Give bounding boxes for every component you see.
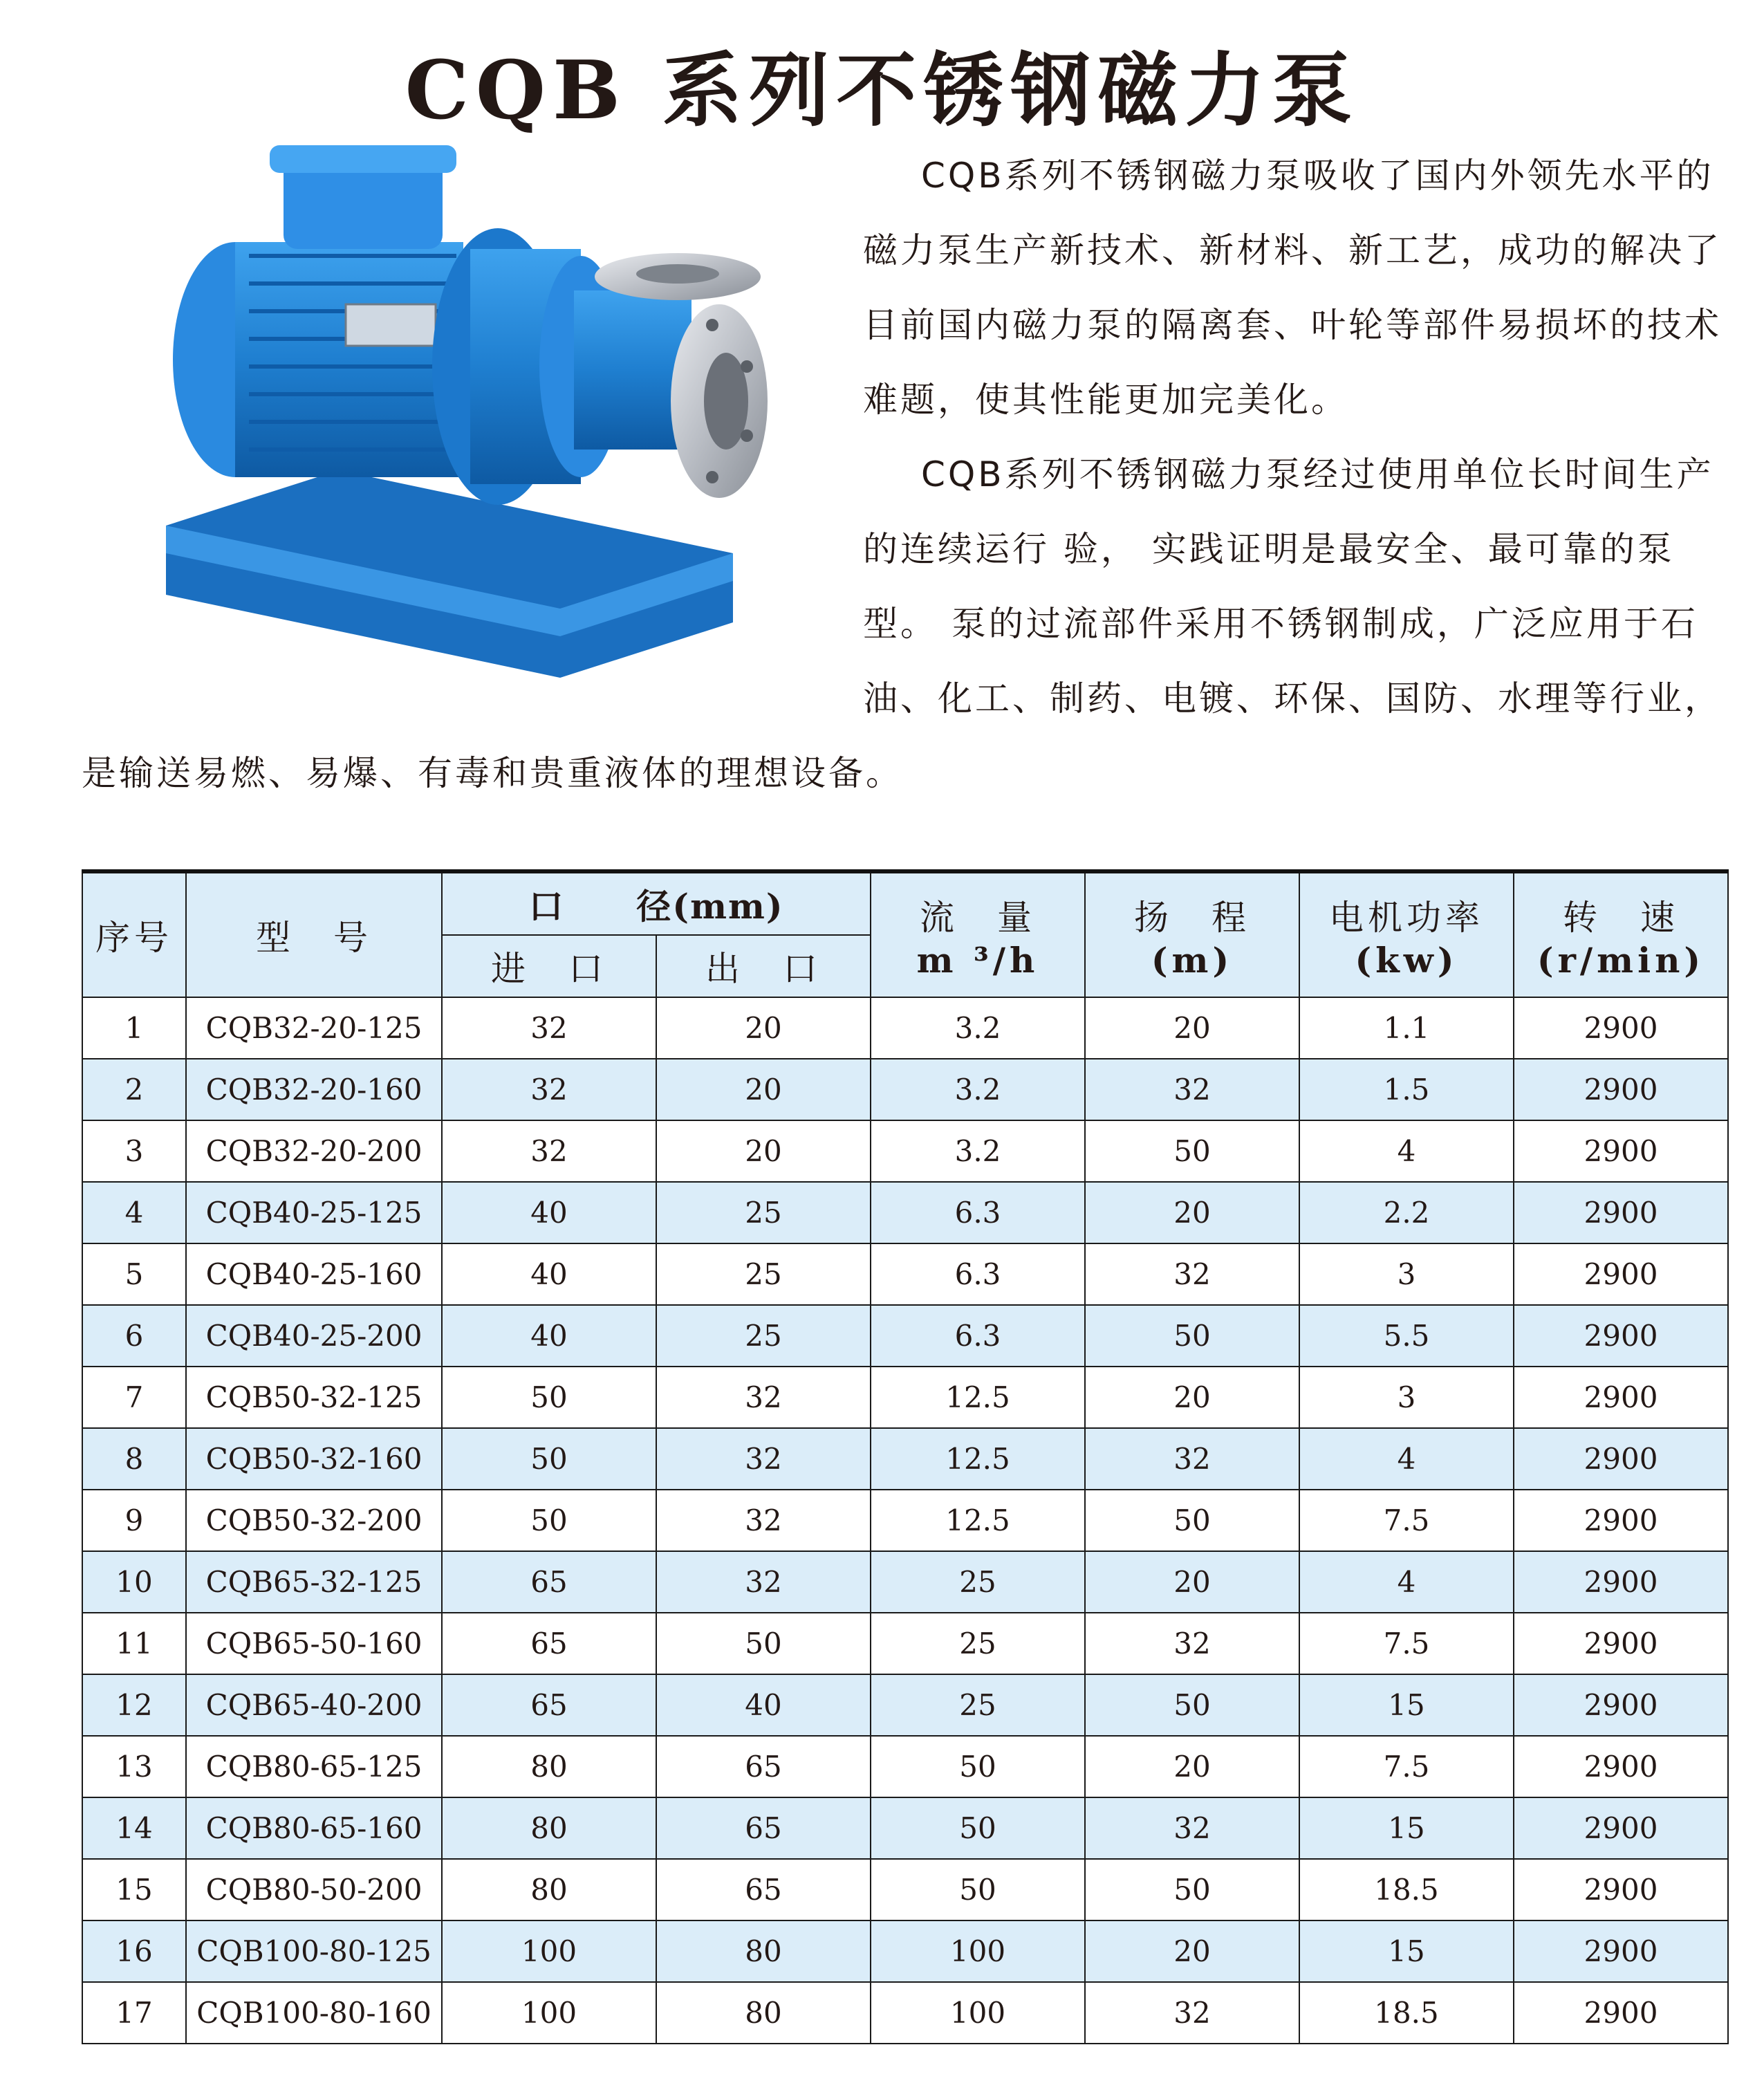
cell-flow: 50: [871, 1859, 1085, 1920]
cell-outlet: 65: [656, 1736, 871, 1797]
cell-power: 5.5: [1299, 1305, 1514, 1367]
cell-no: 12: [82, 1674, 186, 1736]
cell-no: 11: [82, 1613, 186, 1674]
cell-power: 4: [1299, 1428, 1514, 1490]
cell-flow: 25: [871, 1613, 1085, 1674]
cell-head: 20: [1085, 1920, 1299, 1982]
cell-flow: 25: [871, 1674, 1085, 1736]
header-flow-name: 流 量: [920, 897, 1036, 938]
table-row: [82, 1982, 1728, 2044]
cell-flow: 50: [871, 1797, 1085, 1859]
cell-no: 1: [82, 997, 186, 1059]
cell-model: CQB40-25-125: [186, 1182, 442, 1243]
intro-paragraph-2-text: CQB系列不锈钢磁力泵经过使用单位长时间生产的连续运行 验， 实践证明是最安全、最可靠的泵型。 泵的过流部件采用不锈钢制成，广泛应用于石油、化工、制药、电镀、环保、国防、水理等行业，是输送易燃、易爆、有毒和贵重液体的理想设备。: [82, 454, 1722, 793]
table-row: [82, 1551, 1728, 1613]
cell-no: 3: [82, 1120, 186, 1182]
cell-model: CQB100-80-125: [186, 1920, 442, 1982]
cell-head: 32: [1085, 1797, 1299, 1859]
cell-power: 1.1: [1299, 997, 1514, 1059]
table-row: [82, 997, 1728, 1059]
cell-speed: 2900: [1514, 1120, 1728, 1182]
cell-no: 8: [82, 1428, 186, 1490]
cell-inlet: 32: [442, 1059, 656, 1120]
cell-outlet: 65: [656, 1797, 871, 1859]
header-power-unit: (kw): [1355, 939, 1458, 981]
cell-power: 4: [1299, 1120, 1514, 1182]
cell-power: 7.5: [1299, 1736, 1514, 1797]
cell-speed: 2900: [1514, 1797, 1728, 1859]
cell-inlet: 50: [442, 1490, 656, 1551]
header-inlet: 进 口: [442, 935, 656, 997]
cell-power: 7.5: [1299, 1490, 1514, 1551]
cell-head: 32: [1085, 1059, 1299, 1120]
cell-no: 5: [82, 1243, 186, 1305]
cell-model: CQB32-20-160: [186, 1059, 442, 1120]
header-model: 型 号: [186, 871, 442, 997]
cell-inlet: 50: [442, 1428, 656, 1490]
cell-speed: 2900: [1514, 1182, 1728, 1243]
cell-model: CQB80-65-125: [186, 1736, 442, 1797]
cell-outlet: 32: [656, 1428, 871, 1490]
cell-inlet: 40: [442, 1243, 656, 1305]
cell-outlet: 25: [656, 1305, 871, 1367]
cell-no: 14: [82, 1797, 186, 1859]
cell-head: 50: [1085, 1674, 1299, 1736]
cell-model: CQB40-25-200: [186, 1305, 442, 1367]
cell-speed: 2900: [1514, 1859, 1728, 1920]
cell-flow: 3.2: [871, 1059, 1085, 1120]
cell-inlet: 80: [442, 1736, 656, 1797]
table-row: [82, 1920, 1728, 1982]
cell-model: CQB50-32-160: [186, 1428, 442, 1490]
cell-head: 50: [1085, 1859, 1299, 1920]
cell-head: 20: [1085, 1182, 1299, 1243]
intro-paragraph-1-text: CQB系列不锈钢磁力泵吸收了国内外领先水平的磁力泵生产新技术、新材料、新工艺，成功的解决了目前国内磁力泵的隔离套、叶轮等部件易损坏的技术难题，使其性能更加完美化。: [863, 156, 1722, 420]
cell-model: CQB80-65-160: [186, 1797, 442, 1859]
cell-model: CQB32-20-200: [186, 1120, 442, 1182]
cell-flow: 6.3: [871, 1243, 1085, 1305]
cell-flow: 6.3: [871, 1182, 1085, 1243]
cell-speed: 2900: [1514, 1243, 1728, 1305]
cell-head: 32: [1085, 1428, 1299, 1490]
cell-speed: 2900: [1514, 997, 1728, 1059]
cell-no: 16: [82, 1920, 186, 1982]
cell-inlet: 100: [442, 1920, 656, 1982]
cell-speed: 2900: [1514, 1736, 1728, 1797]
cell-flow: 6.3: [871, 1305, 1085, 1367]
cell-model: CQB65-40-200: [186, 1674, 442, 1736]
page-title: CQB 系列不锈钢磁力泵: [405, 44, 1359, 138]
cell-no: 17: [82, 1982, 186, 2044]
cell-power: 2.2: [1299, 1182, 1514, 1243]
cell-inlet: 32: [442, 997, 656, 1059]
cell-head: 32: [1085, 1243, 1299, 1305]
cell-outlet: 20: [656, 1059, 871, 1120]
cell-no: 2: [82, 1059, 186, 1120]
cell-outlet: 50: [656, 1613, 871, 1674]
cell-inlet: 65: [442, 1674, 656, 1736]
cell-outlet: 40: [656, 1674, 871, 1736]
cell-power: 18.5: [1299, 1982, 1514, 2044]
table-row: [82, 1736, 1728, 1797]
cell-flow: 25: [871, 1551, 1085, 1613]
cell-head: 50: [1085, 1305, 1299, 1367]
cell-outlet: 80: [656, 1920, 871, 1982]
cell-model: CQB50-32-200: [186, 1490, 442, 1551]
cell-speed: 2900: [1514, 1305, 1728, 1367]
table-row: [82, 1859, 1728, 1920]
cell-inlet: 65: [442, 1551, 656, 1613]
header-speed: [1514, 871, 1728, 997]
cell-model: CQB80-50-200: [186, 1859, 442, 1920]
cell-inlet: 80: [442, 1859, 656, 1920]
cell-outlet: 65: [656, 1859, 871, 1920]
cell-inlet: 40: [442, 1305, 656, 1367]
cell-outlet: 25: [656, 1243, 871, 1305]
header-diameter: 口 径(mm): [442, 871, 871, 935]
cell-speed: 2900: [1514, 1367, 1728, 1428]
table-row: [82, 1613, 1728, 1674]
cell-model: CQB50-32-125: [186, 1367, 442, 1428]
header-outlet: 出 口: [656, 935, 871, 997]
header-head: [1085, 871, 1299, 997]
cell-flow: 12.5: [871, 1367, 1085, 1428]
cell-power: 15: [1299, 1674, 1514, 1736]
intro-text: [82, 138, 1734, 811]
cell-flow: 100: [871, 1982, 1085, 2044]
cell-inlet: 100: [442, 1982, 656, 2044]
cell-outlet: 20: [656, 1120, 871, 1182]
header-flow: [871, 871, 1085, 997]
cell-speed: 2900: [1514, 1674, 1728, 1736]
cell-head: 50: [1085, 1120, 1299, 1182]
cell-inlet: 65: [442, 1613, 656, 1674]
cell-power: 1.5: [1299, 1059, 1514, 1120]
cell-no: 7: [82, 1367, 186, 1428]
cell-flow: 3.2: [871, 1120, 1085, 1182]
cell-model: CQB100-80-160: [186, 1982, 442, 2044]
cell-flow: 3.2: [871, 997, 1085, 1059]
cell-flow: 100: [871, 1920, 1085, 1982]
cell-power: 3: [1299, 1367, 1514, 1428]
table-row: [82, 1120, 1728, 1182]
table-row: [82, 1797, 1728, 1859]
cell-head: 20: [1085, 1367, 1299, 1428]
cell-outlet: 20: [656, 997, 871, 1059]
cell-inlet: 32: [442, 1120, 656, 1182]
cell-flow: 12.5: [871, 1428, 1085, 1490]
cell-power: 4: [1299, 1551, 1514, 1613]
cell-power: 3: [1299, 1243, 1514, 1305]
table-row: [82, 1305, 1728, 1367]
table-row: [82, 1059, 1728, 1120]
cell-flow: 50: [871, 1736, 1085, 1797]
cell-outlet: 80: [656, 1982, 871, 2044]
cell-model: CQB65-32-125: [186, 1551, 442, 1613]
cell-speed: 2900: [1514, 1059, 1728, 1120]
cell-power: 18.5: [1299, 1859, 1514, 1920]
cell-inlet: 40: [442, 1182, 656, 1243]
table-row: [82, 1428, 1728, 1490]
cell-outlet: 32: [656, 1367, 871, 1428]
header-speed-unit: (r/min): [1536, 939, 1705, 981]
cell-head: 32: [1085, 1613, 1299, 1674]
cell-outlet: 32: [656, 1490, 871, 1551]
cell-head: 50: [1085, 1490, 1299, 1551]
header-flow-unit: m ³/h: [916, 939, 1039, 981]
cell-flow: 12.5: [871, 1490, 1085, 1551]
cell-power: 7.5: [1299, 1613, 1514, 1674]
cell-inlet: 50: [442, 1367, 656, 1428]
cell-no: 6: [82, 1305, 186, 1367]
header-power-name: 电机功率: [1329, 897, 1484, 938]
table-row: [82, 1182, 1728, 1243]
cell-speed: 2900: [1514, 1490, 1728, 1551]
cell-outlet: 32: [656, 1551, 871, 1613]
table-row: [82, 1367, 1728, 1428]
header-speed-name: 转 速: [1563, 897, 1679, 938]
table-row: [82, 1243, 1728, 1305]
cell-model: CQB65-50-160: [186, 1613, 442, 1674]
cell-head: 20: [1085, 997, 1299, 1059]
cell-power: 15: [1299, 1920, 1514, 1982]
cell-no: 10: [82, 1551, 186, 1613]
cell-outlet: 25: [656, 1182, 871, 1243]
cell-model: CQB32-20-125: [186, 997, 442, 1059]
cell-speed: 2900: [1514, 1920, 1728, 1982]
cell-power: 15: [1299, 1797, 1514, 1859]
cell-model: CQB40-25-160: [186, 1243, 442, 1305]
cell-no: 15: [82, 1859, 186, 1920]
cell-speed: 2900: [1514, 1613, 1728, 1674]
cell-head: 32: [1085, 1982, 1299, 2044]
table-row: [82, 1674, 1728, 1736]
spec-table: [82, 869, 1729, 2044]
cell-speed: 2900: [1514, 1982, 1728, 2044]
table-row: [82, 1490, 1728, 1551]
header-head-unit: (m): [1151, 939, 1234, 981]
cell-head: 20: [1085, 1551, 1299, 1613]
cell-no: 13: [82, 1736, 186, 1797]
photo-spacer: [82, 138, 863, 733]
header-no: 序号: [82, 871, 186, 997]
cell-no: 4: [82, 1182, 186, 1243]
cell-speed: 2900: [1514, 1428, 1728, 1490]
header-power: [1299, 871, 1514, 997]
cell-inlet: 80: [442, 1797, 656, 1859]
cell-head: 20: [1085, 1736, 1299, 1797]
header-head-name: 扬 程: [1134, 897, 1250, 938]
cell-no: 9: [82, 1490, 186, 1551]
cell-speed: 2900: [1514, 1551, 1728, 1613]
